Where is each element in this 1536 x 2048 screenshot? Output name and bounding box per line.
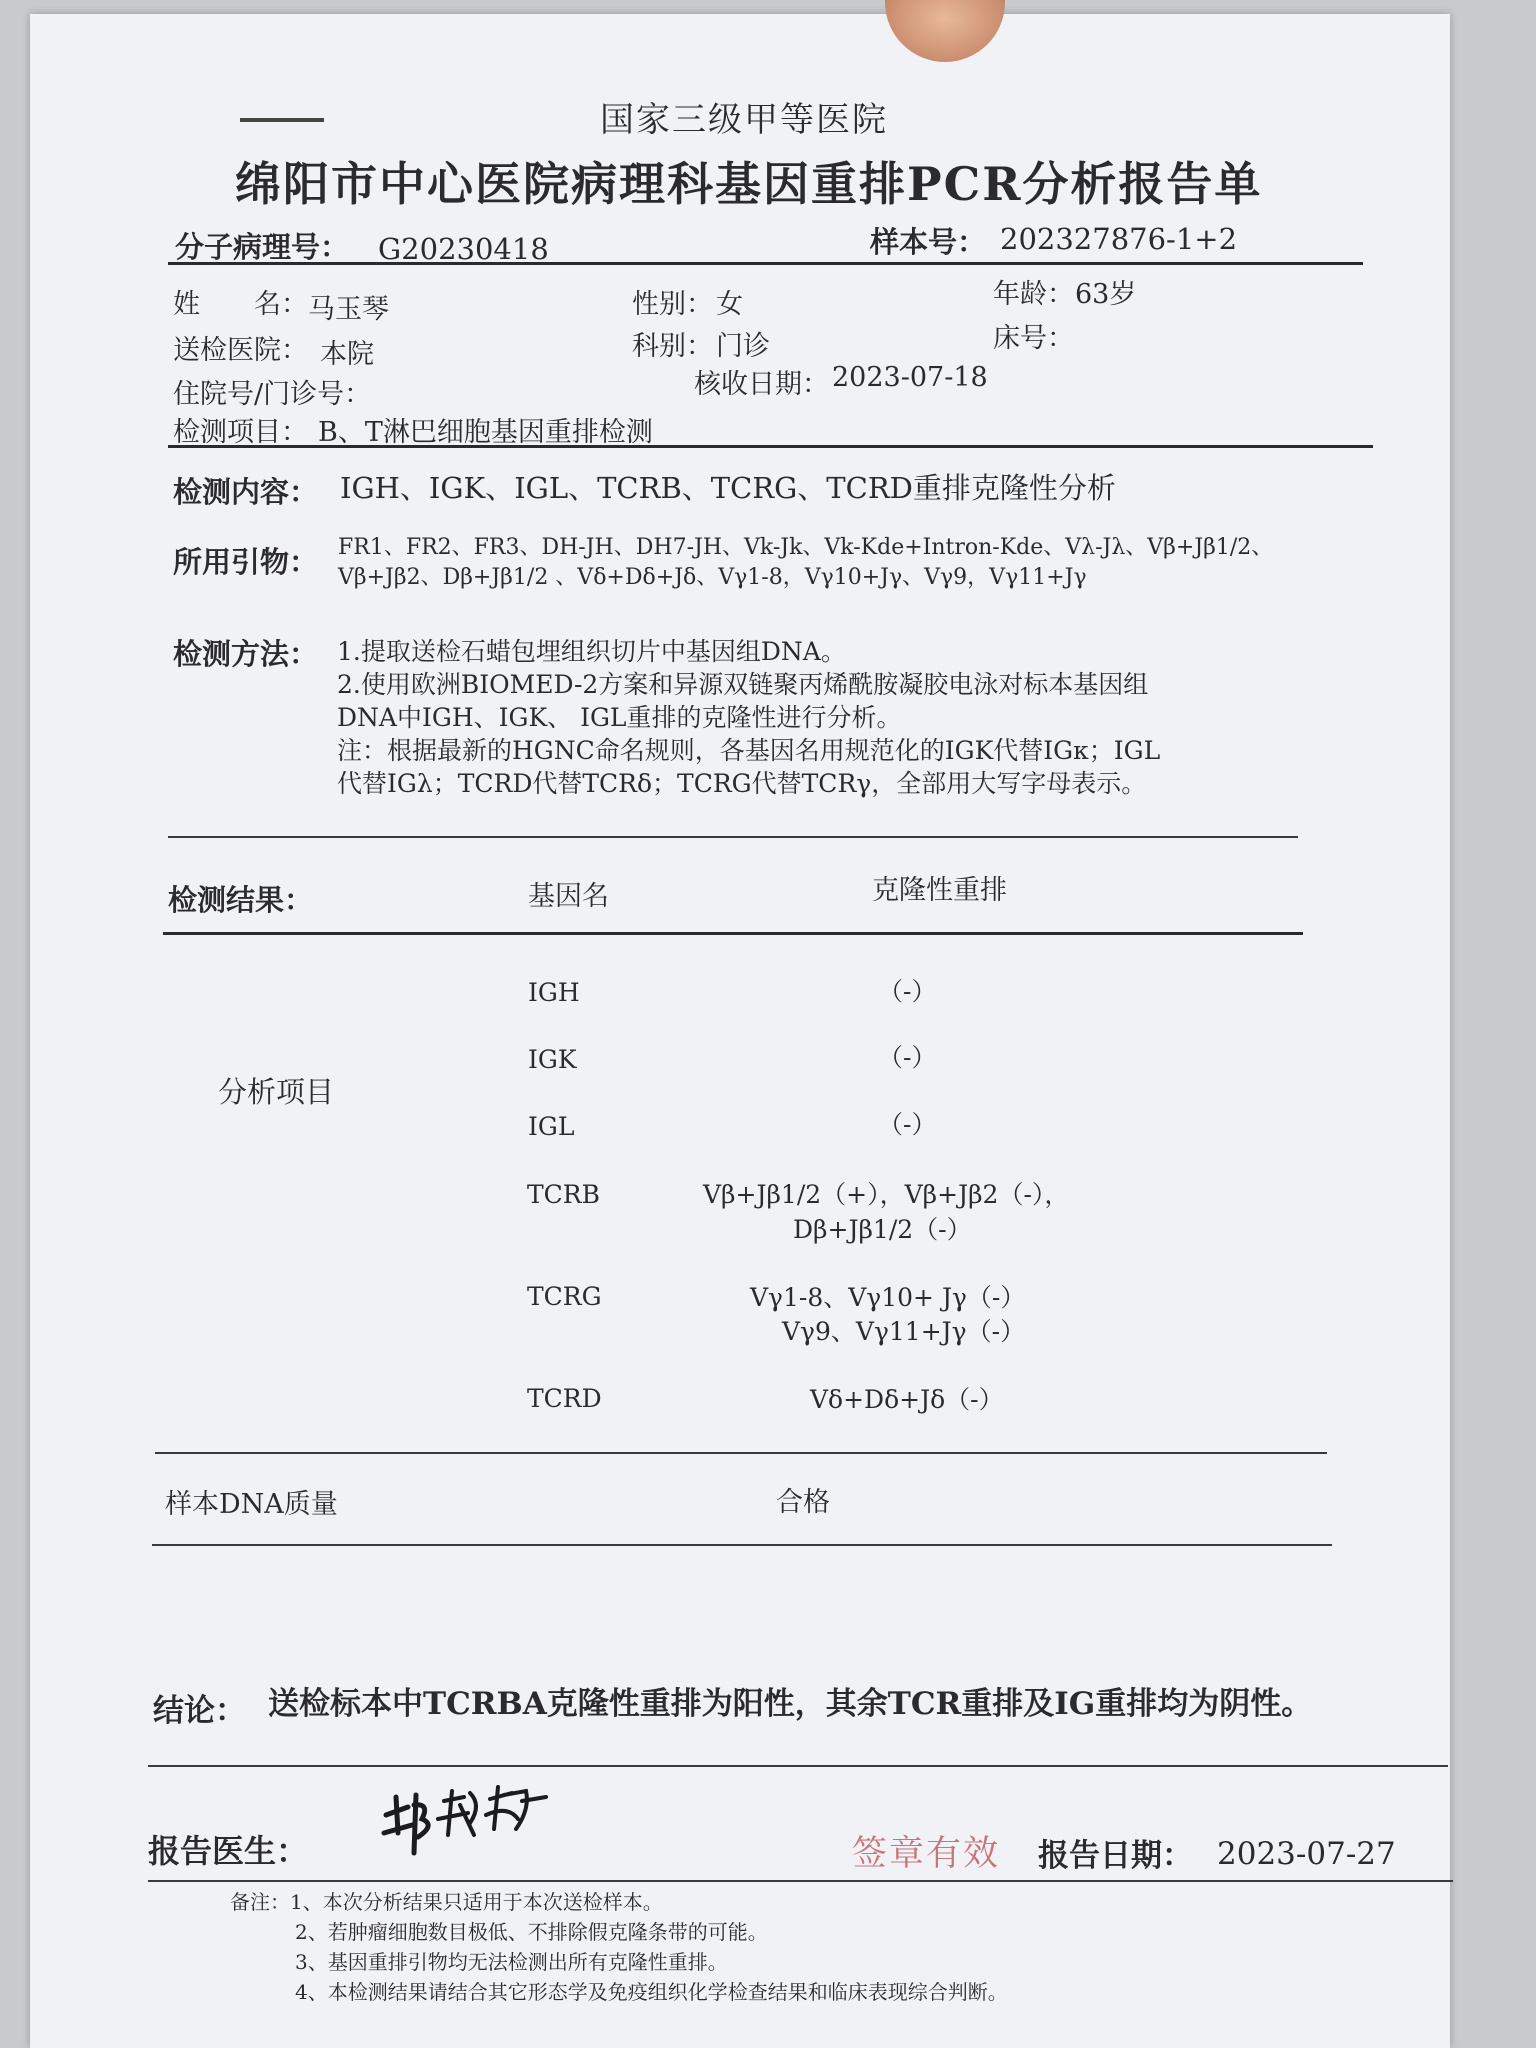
bed-label: 床号： — [993, 323, 1074, 354]
result-value: Vγ1-8、Vγ10+ Jγ（-） — [750, 1283, 1026, 1312]
result-value: Vδ+Dδ+Jδ（-） — [810, 1385, 1004, 1414]
info-rule — [168, 445, 1373, 448]
doctor-signature — [378, 1775, 558, 1865]
method-line-5: 代替IGλ；TCRD代替TCRδ；TCRG代替TCRγ，全部用大写字母表示。 — [337, 769, 1147, 798]
report-date: 2023-07-27 — [1217, 1836, 1396, 1872]
patient-age: 63岁 — [1075, 279, 1137, 310]
received-label: 核收日期： — [694, 369, 829, 400]
note-4: 4、本检测结果请结合其它形态学及免疫组织化学检查结果和临床表现综合判断。 — [295, 1980, 1008, 2004]
test-item-label: 检测项目： — [173, 417, 308, 448]
gene-name: TCRG — [527, 1282, 602, 1311]
result-value: Vβ+Jβ1/2（+），Vβ+Jβ2（-）， — [703, 1180, 1070, 1209]
inpatient-label: 住院号/门诊号： — [173, 379, 372, 410]
header-rule — [168, 262, 1363, 265]
analysis-group-label: 分析项目 — [218, 1075, 335, 1109]
result-value-cont: Dβ+Jβ1/2（-） — [793, 1215, 972, 1244]
sample-no: 202327876-1+2 — [1000, 222, 1238, 256]
dash-mark — [240, 118, 324, 122]
method-rule — [168, 836, 1298, 838]
note-3: 3、基因重排引物均无法检测出所有克隆性重排。 — [295, 1950, 728, 1974]
result-value: （-） — [878, 1043, 937, 1072]
dna-quality-label: 样本DNA质量 — [165, 1489, 338, 1520]
conclusion-rule — [148, 1765, 1448, 1767]
result-value: （-） — [878, 977, 937, 1006]
gene-name: IGH — [528, 978, 580, 1007]
patient-name: 马玉琴 — [308, 294, 389, 325]
footer-rule — [148, 1880, 1453, 1882]
send-hospital: 本院 — [320, 339, 374, 370]
col-gene-header: 基因名 — [528, 881, 609, 912]
doctor-label: 报告医生： — [148, 1832, 309, 1870]
method-line-4: 注：根据最新的HGNC命名规则，各基因名用规范化的IGK代替IGκ；IGL — [337, 736, 1161, 765]
dna-rule — [152, 1544, 1332, 1546]
dept-label: 科别： — [632, 331, 713, 362]
report-date-label: 报告日期： — [1038, 1838, 1193, 1874]
age-label: 年龄： — [993, 279, 1074, 310]
received-date: 2023-07-18 — [832, 362, 988, 393]
content-text: IGH、IGK、IGL、TCRB、TCRG、TCRD重排克隆性分析 — [340, 471, 1116, 505]
sex-label: 性别： — [632, 289, 713, 320]
gene-name: TCRB — [527, 1180, 600, 1209]
method-line-2: 2.使用欧洲BIOMED-2方案和异源双链聚丙烯酰胺凝胶电泳对标本基因组 — [337, 670, 1149, 699]
results-label: 检测结果： — [168, 883, 314, 917]
conclusion-text: 送检标本中TCRBA克隆性重排为阳性，其余TCR重排及IG重排均为阴性。 — [268, 1686, 1313, 1722]
primers-line-1: FR1、FR2、FR3、DH-JH、DH7-JH、Vk-Jk、Vk-Kde+Intron-Kde、Vλ-Jλ、Vβ+Jβ1/2、 — [338, 535, 1274, 560]
content-label: 检测内容： — [173, 475, 319, 509]
gene-name: TCRD — [527, 1384, 602, 1413]
primers-label: 所用引物： — [173, 545, 319, 579]
report-title: 绵阳市中心医院病理科基因重排PCR分析报告单 — [235, 157, 1263, 211]
pathology-no: G20230418 — [378, 232, 549, 266]
results-rule — [155, 1452, 1327, 1454]
hospital-level: 国家三级甲等医院 — [600, 100, 888, 140]
method-line-1: 1.提取送检石蜡包埋组织切片中基因组DNA。 — [337, 637, 846, 666]
dna-quality-value: 合格 — [776, 1487, 830, 1518]
patient-sex: 女 — [716, 289, 743, 320]
gene-name: IGK — [528, 1045, 577, 1074]
note-1: 备注：1、本次分析结果只适用于本次送检样本。 — [230, 1890, 663, 1914]
method-label: 检测方法： — [173, 637, 319, 671]
test-item: B、T淋巴细胞基因重排检测 — [318, 417, 653, 448]
gene-name: IGL — [528, 1112, 575, 1141]
result-value-cont: Vγ9、Vγ11+Jγ（-） — [782, 1317, 1026, 1346]
col-result-header: 克隆性重排 — [872, 875, 1007, 906]
results-header-rule — [163, 932, 1303, 935]
signature-valid-stamp: 签章有效 — [852, 1834, 1001, 1874]
primers-line-2: Vβ+Jβ2、Dβ+Jβ1/2 、Vδ+Dδ+Jδ、Vγ1-8，Vγ10+Jγ、Vγ9，Vγ11+Jγ — [338, 565, 1087, 590]
pathology-no-label: 分子病理号： — [175, 230, 350, 264]
dept: 门诊 — [716, 331, 770, 362]
hospital-label: 送检医院： — [173, 335, 308, 366]
conclusion-label: 结论： — [153, 1693, 246, 1729]
sample-no-label: 样本号： — [870, 225, 987, 259]
method-line-3: DNA中IGH、IGK、 IGL重排的克隆性进行分析。 — [337, 703, 902, 732]
result-value: （-） — [878, 1110, 937, 1139]
name-label: 姓 名： — [173, 289, 308, 320]
note-2: 2、若肿瘤细胞数目极低、不排除假克隆条带的可能。 — [295, 1920, 768, 1944]
